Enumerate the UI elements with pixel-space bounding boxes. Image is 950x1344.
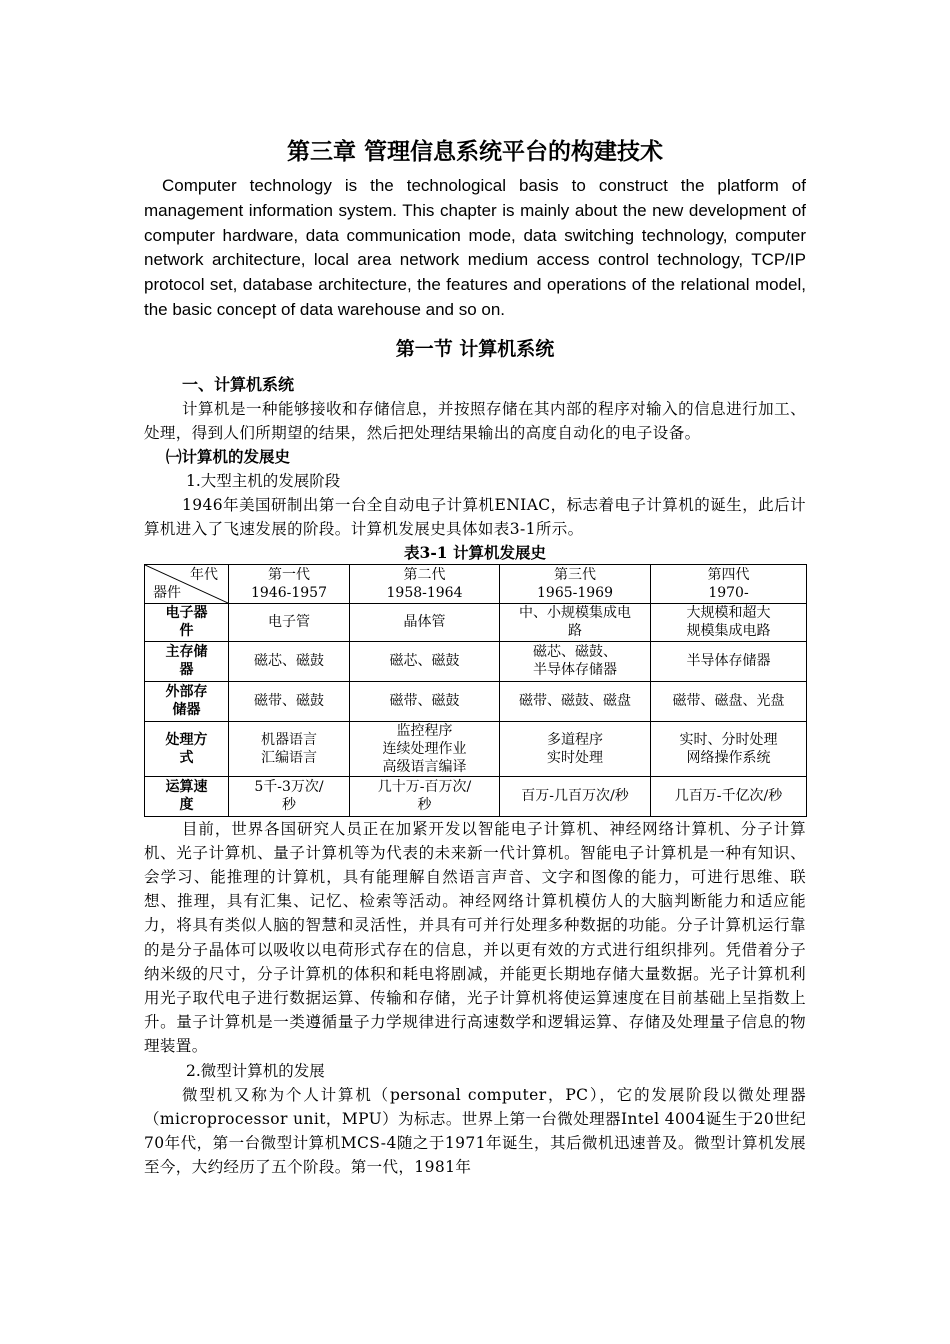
heading-history: ㈠计算机的发展史: [166, 448, 291, 467]
table-cell: [229, 603, 350, 641]
heading-computer-system: 一、计算机系统: [182, 374, 295, 394]
english-abstract: Computer technology is the technological basis to construct the platform of management information system. This chapter is mainly about the new development of computer hardware, data communication mode, data switching technology, computer network architecture, local area network medium access control technology, TCP/IP protocol set, database architecture, the features and operations of the relational model, the basic concept of data warehouse and so on.: [144, 176, 806, 319]
table-cell: [229, 681, 350, 721]
table-header-row: [145, 564, 807, 603]
table-cell-line: 磁芯、磁鼓、: [533, 644, 617, 661]
table-cell-line: 中、小规模集成电: [519, 605, 631, 622]
paragraph-eniac: 1946年美国研制出第一台全自动电子计算机ENIAC，标志着电子计算机的诞生，此后计算机进入了飞速发展的阶段。计算机发展史具体如表3-1所示。: [144, 496, 806, 539]
table-row: [145, 721, 807, 776]
table-cell: [651, 641, 807, 681]
table-cell: [651, 681, 807, 721]
table-cell-line: 晶体管: [403, 614, 446, 631]
table-cell-line: 百万-几百万次/秒: [521, 788, 629, 805]
row-label: [145, 603, 229, 641]
table-cell-line: 磁带、磁鼓: [389, 693, 460, 710]
table-cell-line: 实时处理: [547, 749, 603, 766]
table-cell: [651, 603, 807, 641]
corner-label-years: 年代: [190, 566, 218, 583]
generation-header: [651, 564, 807, 603]
table-cell-line: 机器语言: [261, 731, 317, 748]
row-label: [145, 641, 229, 681]
corner-label-device: 器件: [153, 584, 181, 601]
row-label-line: 运算速: [165, 779, 208, 796]
paragraph-microcomputer: 微型机又称为个人计算机（personal computer，PC），它的发展阶段以微处理器（microprocessor unit，MPU）为标志。世界上第一台微处理器Intel 4004诞生于20世纪70年代，第一台微型计算机MCS-4随之于1971年诞生，其后微机迅速普及。微型计算机发展至今，大约经历了五个阶段。第一代，1981年: [144, 1085, 806, 1177]
table-cell-line: 半导体存储器: [686, 653, 771, 670]
paragraph-definition: 计算机是一种能够接收和存储信息，并按照存储在其内部的程序对输入的信息进行加工、处理，得到人们所期望的结果，然后把处理结果输出的高度自动化的电子设备。: [144, 399, 806, 442]
table-cell-line: 路: [568, 623, 582, 640]
generation-name: 第三代: [554, 566, 596, 583]
table-cell-line: 磁带、磁盘、光盘: [672, 693, 785, 710]
table-cell-line: 磁带、磁鼓、磁盘: [519, 693, 631, 710]
table-cell: [651, 721, 807, 776]
table-cell-line: 监控程序: [396, 722, 453, 739]
generation-years: 1946-1957: [251, 584, 327, 601]
table-cell-line: 多道程序: [547, 731, 603, 748]
table-cell-line: 5千-3万次/: [254, 779, 324, 796]
generation-header: [229, 564, 350, 603]
table-cell: [500, 681, 651, 721]
table-cell-line: 高级语言编译: [382, 758, 467, 775]
generation-years: 1965-1969: [537, 584, 613, 601]
table-cell-line: 连续处理作业: [382, 740, 467, 757]
row-label: [145, 681, 229, 721]
table-cell-line: 几百万-千亿次/秒: [674, 788, 783, 805]
row-label-line: 处理方: [165, 731, 208, 748]
table-cell-line: 规模集成电路: [686, 623, 771, 640]
table-cell-line: 磁芯、磁鼓: [389, 653, 460, 670]
table-cell: [350, 776, 500, 816]
table-row: [145, 681, 807, 721]
table-row: [145, 641, 807, 681]
table-cell: [350, 641, 500, 681]
table-cell: [500, 721, 651, 776]
table-cell-line: 汇编语言: [261, 749, 317, 766]
table-caption: 表3-1 计算机发展史: [404, 542, 546, 562]
heading-microcomputer: 2.微型计算机的发展: [186, 1061, 325, 1080]
generation-name: 第四代: [707, 566, 750, 583]
row-label-line: 件: [179, 623, 194, 640]
row-label-line: 器: [179, 662, 194, 679]
row-label: [145, 721, 229, 776]
table-cell: [651, 776, 807, 816]
table-row: [145, 603, 807, 641]
generation-name: 第二代: [403, 566, 446, 583]
table-cell: [500, 641, 651, 681]
row-label-line: 电子器: [165, 605, 208, 622]
table-row: [145, 776, 807, 816]
row-label-line: 储器: [172, 702, 201, 719]
table-cell: [350, 721, 500, 776]
generation-header: [350, 564, 500, 603]
row-label-line: 度: [179, 797, 194, 814]
table-cell-line: 磁带、磁鼓: [254, 693, 324, 710]
table-cell-line: 实时、分时处理: [679, 731, 778, 748]
table-cell: [229, 776, 350, 816]
table-cell: [500, 776, 651, 816]
table-cell-line: 几十万-百万次/: [377, 779, 472, 796]
row-label-line: 主存储: [165, 644, 208, 661]
table-cell-line: 磁芯、磁鼓: [254, 653, 324, 670]
table-cell-line: 电子管: [268, 614, 310, 631]
generation-years: 1970-: [708, 584, 749, 601]
generation-years: 1958-1964: [386, 584, 463, 601]
table-cell: [350, 681, 500, 721]
history-table: [144, 564, 807, 817]
table-cell-line: 大规模和超大: [686, 605, 771, 622]
section-title: 第一节 计算机系统: [395, 337, 555, 360]
table-corner-cell: [145, 564, 229, 603]
table-cell: [229, 641, 350, 681]
table-cell: [500, 603, 651, 641]
generation-header: [500, 564, 651, 603]
heading-mainframe: 1.大型主机的发展阶段: [186, 472, 341, 491]
table-cell-line: 半导体存储器: [533, 662, 617, 679]
table-cell: [350, 603, 500, 641]
paragraph-future-computers: 目前，世界各国研究人员正在加紧开发以智能电子计算机、神经网络计算机、分子计算机、光子计算机、量子计算机等为代表的未来新一代计算机。智能电子计算机是一种有知识、会学习、能推理的计算机，具有能理解自然语言声音、文字和图像的能力，可进行思维、联想、推理，具有汇集、记忆、检索等活动。神经网络计算机模仿人的大脑判断能力和适应能力，将具有类似人脑的智慧和灵活性，并具有可并行处理多种数据的功能。分子计算机运行靠的是分子晶体可以吸收以电荷形式存在的信息，并以更有效的方式进行组织排列。凭借着分子纳米级的尺寸，分子计算机的体积和耗电将剧减，并能更长期地存储大量数据。光子计算机利用光子取代电子进行数据运算、传输和存储，光子计算机将使运算速度在目前基础上呈指数上升。量子计算机是一类遵循量子力学规律进行高速数学和逻辑运算、存储及处理量子信息的物理装置。: [144, 819, 806, 1056]
generation-name: 第一代: [268, 566, 310, 583]
row-label-line: 式: [179, 749, 194, 766]
document-page: [144, 136, 806, 1179]
table-cell-line: 网络操作系统: [686, 749, 771, 766]
table-cell-line: 秒: [417, 797, 432, 814]
row-label-line: 外部存: [165, 684, 208, 701]
table-cell: [229, 721, 350, 776]
chapter-title: 第三章 管理信息系统平台的构建技术: [286, 139, 663, 165]
table-cell-line: 秒: [282, 797, 296, 814]
row-label: [145, 776, 229, 816]
